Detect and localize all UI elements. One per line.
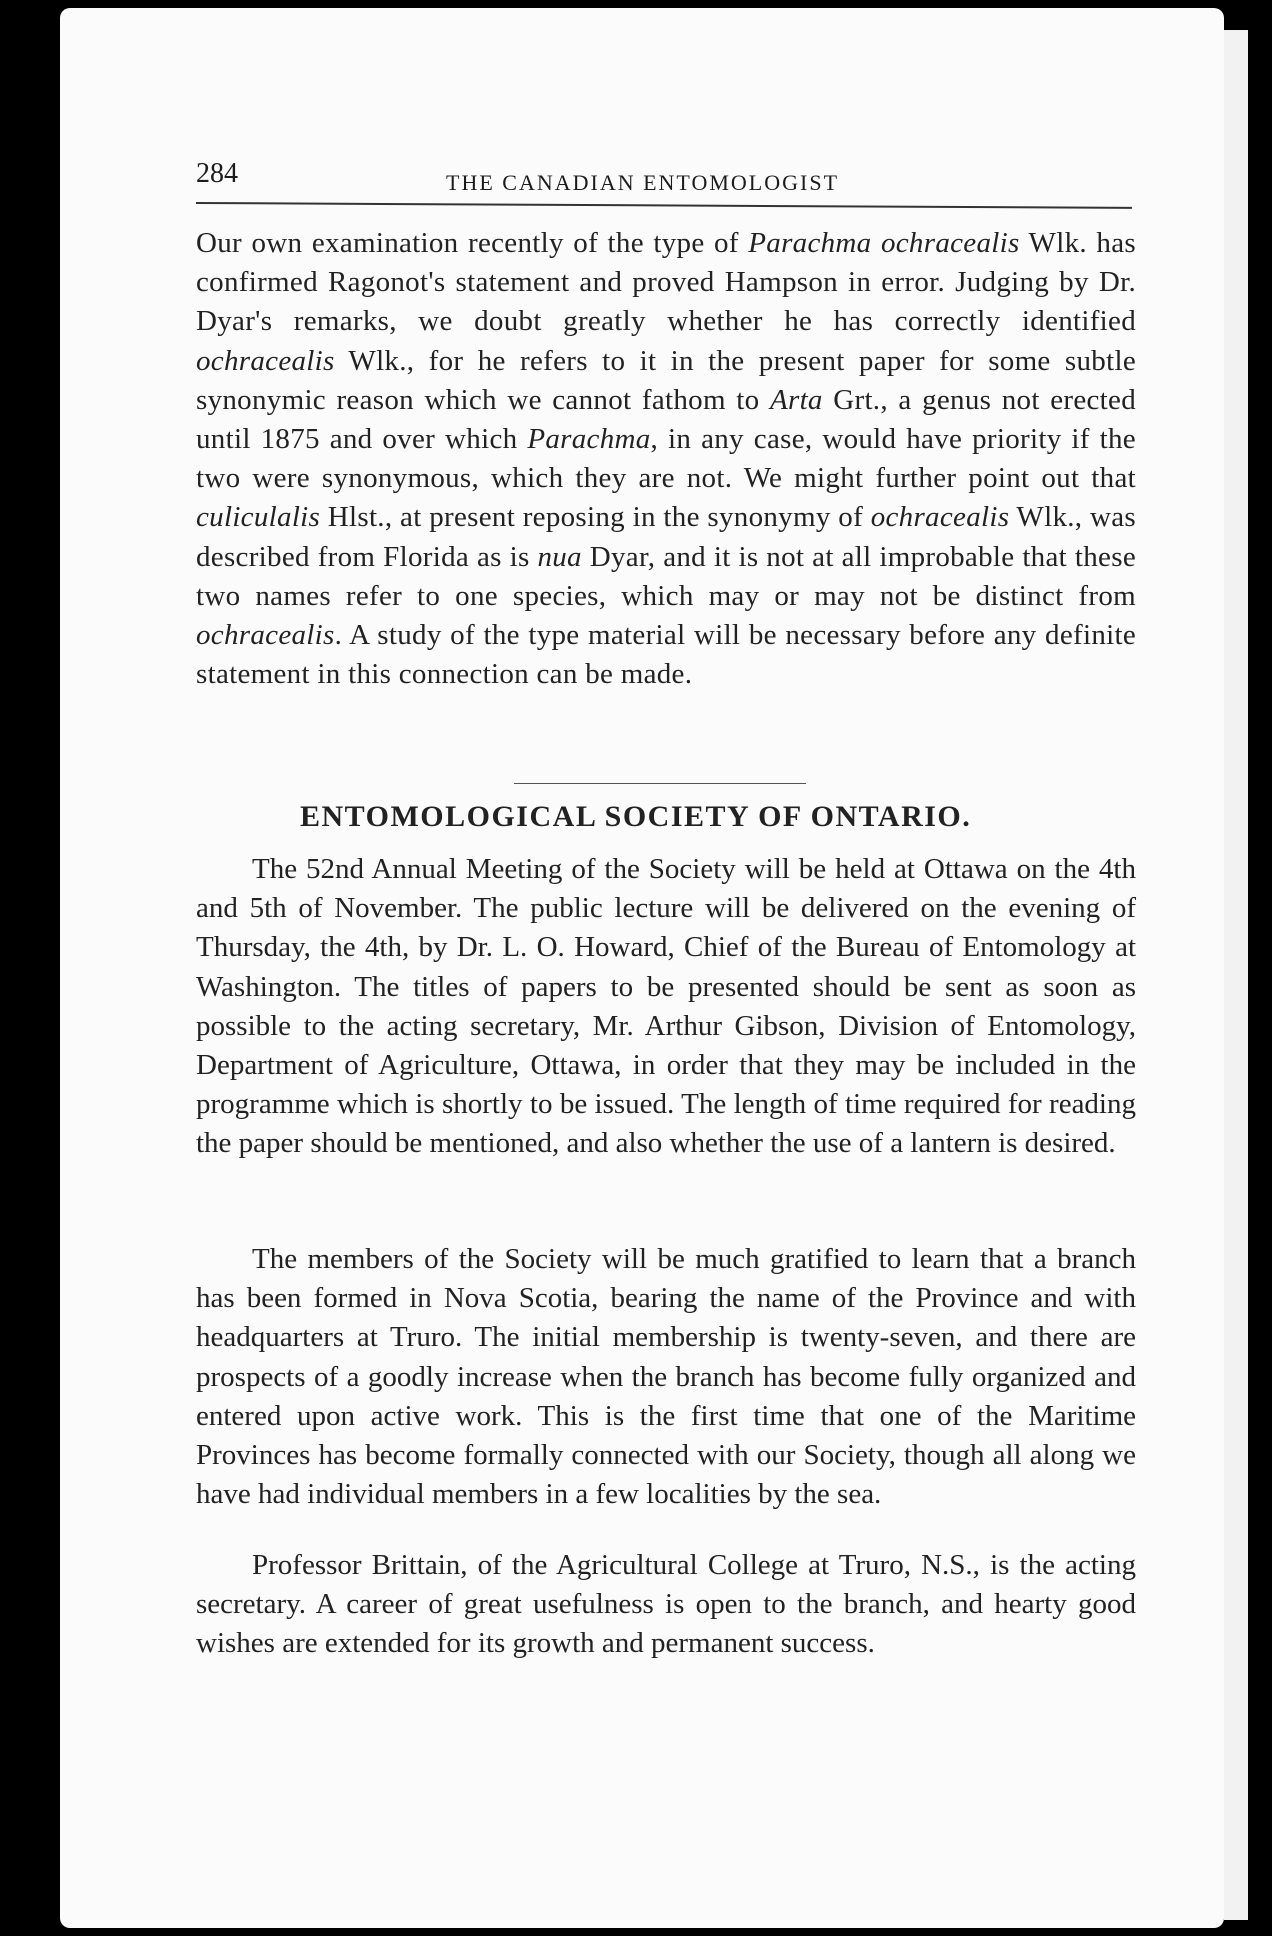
paragraph-nova-scotia-branch: The members of the Society will be much gratified to learn that a branch has been formed in Nova Scotia, bearing the name of the Province and with headquarters at Truro. The initial membership is twenty-seven, and there are prospects of a goodly increase when the branch has become fully organized and entered upon active work. This is the first time that one of the Maritime Provinces has become formally connected with our Society, though all along we have had individual members in a few localities by the sea.: [196, 1243, 1136, 1511]
section-divider: [514, 783, 806, 784]
page-header: [196, 158, 1132, 198]
paragraph-acting-secretary: Professor Brittain, of the Agricultural College at Truro, N.S., is the acting secretary. A career of great usefulness is open to the branch, and hearty good wishes are extended for its growth and permanent success.: [196, 1549, 1136, 1660]
paragraph-parachma: Our own examination recently of the type of Parachma ochracealis Wlk. has confirmed Ragonot's statement and proved Hampson in error. Judging by Dr. Dyar's remarks, we doubt greatly whether he has correctly identified ochracealis Wlk., for he refers to it in the present paper for some subtle synonymic reason which we cannot fathom to Arta Grt., a genus not erected until 1875 and over which Parachma, in any case, would have priority if the two were synonymous, which they are not. We might further point out that culiculalis Hlst., at present reposing in the synonymy of ochracealis Wlk., was described from Florida as is nua Dyar, and it is not at all improbable that these two names refer to one species, which may or may not be distinct from ochracealis. A study of the type material will be necessary before any definite statement in this connection can be made.: [196, 227, 1136, 691]
page-number: 284: [196, 158, 238, 189]
running-head: THE CANADIAN ENTOMOLOGIST: [446, 170, 840, 195]
section-title: ENTOMOLOGICAL SOCIETY OF ONTARIO.: [300, 800, 972, 833]
paragraph-annual-meeting: The 52nd Annual Meeting of the Society will be held at Ottawa on the 4th and 5th of November. The public lecture will be delivered on the evening of Thursday, the 4th, by Dr. L. O. Howard, Chief of the Bureau of Entomology at Washington. The titles of papers to be presented should be sent as soon as possible to the acting secretary, Mr. Arthur Gibson, Division of Entomology, Department of Agriculture, Ottawa, in order that they may be included in the programme which is shortly to be issued. The length of time required for reading the paper should be mentioned, and also whether the use of a lantern is desired.: [196, 853, 1136, 1160]
adjacent-page-edge: [1224, 30, 1248, 1920]
